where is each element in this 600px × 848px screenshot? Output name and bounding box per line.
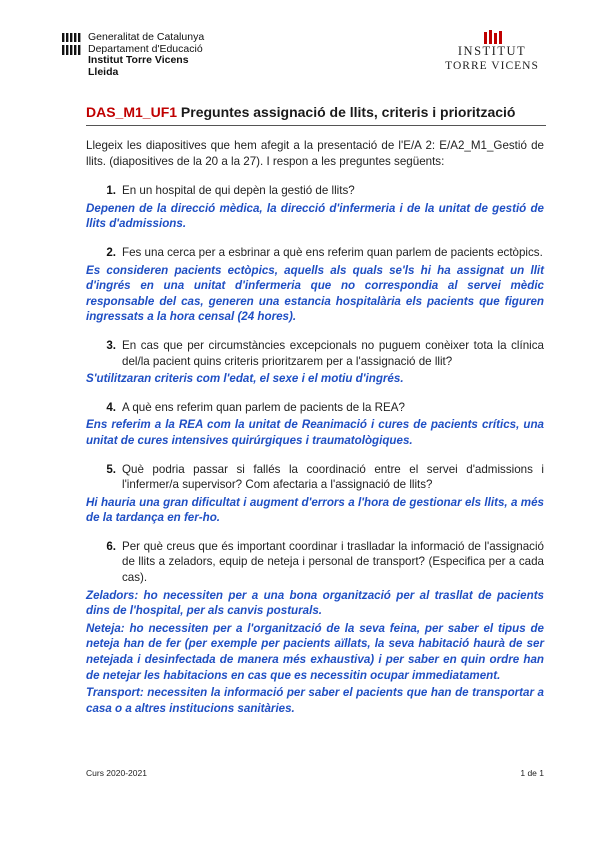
answer-5: Hi hauria una gran dificultat i augment d'errors a l'hora de gestionar els llits, a més de la tardança en fer-ho. — [86, 495, 544, 525]
page-title — [86, 104, 546, 120]
logo-line-2: TORRE VICENS — [445, 60, 539, 72]
question-number: 4. — [106, 400, 116, 414]
question-block-1 — [86, 183, 544, 232]
title-text: Preguntes assignació de llits, criteris i priorització — [180, 104, 516, 120]
question-2 — [86, 245, 544, 261]
question-number: 5. — [106, 462, 116, 476]
question-block-3 — [86, 338, 544, 387]
org-line-3: Institut Torre Vicens — [88, 54, 189, 66]
answer-3: S'utilitzaran criteris com l'edat, el sexe i el motiu d'ingrés. — [86, 372, 404, 386]
question-block-2 — [86, 245, 544, 325]
question-number: 3. — [106, 338, 116, 352]
intro-paragraph: Llegeix les diapositives que hem afegit a la presentació de l'E/A 2: E/A2_M1_Gestió de llits. (diapositives de la 20 a la 27). I respon a les preguntes següents: — [86, 139, 544, 168]
org-line-2: Departament d'Educació — [88, 42, 203, 55]
answer-6-zeladors: Zeladors: ho necessiten per a una bona organització per al trasllat de pacients dins de l'hospital, per als canvis posturals. — [86, 588, 544, 618]
question-number: 2. — [106, 245, 116, 259]
question-6 — [86, 539, 544, 586]
footer-course: Curs 2020-2021 — [86, 768, 147, 778]
question-text: A què ens referim quan parlem de pacients de la REA? — [122, 400, 405, 414]
title-code: DAS_M1_UF1 — [86, 104, 178, 120]
generalitat-logo-icon — [62, 33, 82, 55]
answer-2: Es consideren pacients ectòpics, aquells als quals se'ls hi ha assignat un llit d'ingrés en una unitat d'infermeria que no correspondia al servei mèdic responsable del cas, generen una estancia hospitalària els pacients que figuren ingressats a la hora censal (24 hores). — [86, 263, 544, 324]
logo-line-1: INSTITUT — [457, 44, 527, 58]
question-block-5 — [86, 462, 544, 526]
question-3 — [86, 338, 544, 369]
org-header — [62, 32, 204, 78]
question-4 — [86, 400, 544, 416]
answer-1: Depenen de la direcció mèdica, la direcció d'infermeria i de la unitat de gestió de llits d'admissions. — [86, 201, 544, 231]
answer-4: Ens referim a la REA com la unitat de Reanimació i cures de pacients crítics, una unitat de cures intensives quirúrgiques i traumatològiques. — [86, 418, 544, 447]
question-number: 6. — [106, 539, 116, 553]
question-block-6 — [86, 539, 544, 717]
answer-6-transport: Transport: necessiten la informació per saber el pacients que han de transportar a casa o a altres institucions sanitàries. — [86, 686, 544, 715]
question-text: En un hospital de qui depèn la gestió de llits? — [122, 184, 355, 198]
question-text: En cas que per circumstàncies excepcionals no puguem conèixer tota la clínica del/la pacient quins criteris prioritzarem per a l'assignació de llit? — [122, 338, 544, 368]
question-text: Per què creus que és important coordinar i traslladar la informació de l'assignació de llits a zeladors, equip de neteja i personal de transport? (Especifica per a cada cas). — [122, 539, 544, 585]
question-block-4 — [86, 400, 544, 449]
question-number: 1. — [106, 184, 116, 198]
answer-6-neteja: Neteja: ho necessiten per a l'organització de la seva feina, per saber el tipus de neteja han de fer (per exemple per pacients aïllats, la seva habitació haurà de ser netejada i desinfectada de manera més exhaustiva) i per saber en quin ordre han de netejar les habitacions en cas que es necessitin ocupar immediatament. — [86, 621, 544, 682]
institut-logo — [440, 30, 544, 74]
footer-page-number: 1 de 1 — [520, 768, 544, 778]
question-1 — [86, 183, 544, 199]
question-5 — [86, 462, 544, 493]
org-line-4: Lleida — [88, 65, 119, 78]
question-text: Què podria passar si fallés la coordinació entre el servei d'admissions i l'infermer/a supervisor? Com afectaria a l'assignació de llits? — [122, 462, 544, 492]
title-divider — [86, 125, 546, 126]
org-line-1: Generalitat de Catalunya — [88, 31, 205, 43]
document-body — [86, 138, 544, 729]
question-text: Fes una cerca per a esbrinar a què ens referim quan parlem de pacients ectòpics. — [122, 245, 543, 259]
